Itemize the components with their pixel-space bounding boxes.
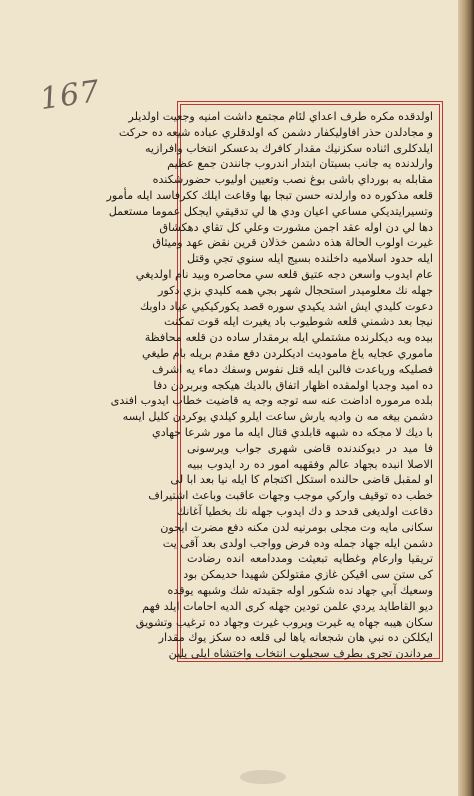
text-line: فصليكه ورياعدت فالبن ايله قتل نفوس وسفك دماء يه اشرف	[152, 362, 433, 376]
text-line: سكانى مايه وت مجلى بومرنيه لدن مكنه دفع مضرت ايجون	[160, 520, 433, 534]
text-line: عام ايدوب واسعن دجه عتيق قلعه سي محاصره وبيد نام اولديغي	[135, 267, 433, 281]
text-line: وتسيرايتديكي مساعي اعيان ودي ها لي تدقيقي ايجكل عموما مستعمل	[108, 204, 433, 218]
text-line: دها لي دن اوله عقد اجمن مشورت وعلي كل تقاي دهكشاق	[159, 220, 433, 234]
text-line: وارلدنده يه جانب بسبتان ابتدار اندروب جانندن جمع عظيم	[167, 157, 433, 171]
text-line: قلعه مذكوره ده وارلدنه حسن تبجا بها وقاعت ايلك ككرفاسد ايله مأمور	[106, 188, 433, 202]
text-line: با ديك لا مجكه ده شبهه قابلدي قتال ايله ما مور شرعا جهادي	[151, 425, 433, 439]
text-line: فا ميد در ديوكندنده قاضى شهرى جواب ويرسونى	[187, 441, 433, 455]
text-line: ايله حدود اسلاميه داخلنده بسيج ايله سنوي تجي وقتل	[187, 252, 433, 266]
text-line: ديو القاطايد يردي علمن تودين جهله كرى الديه احامات ايلد فهم	[142, 599, 433, 613]
text-line: بلده مرموره اداضت عنه سه توجه وجه يه قاضيت خطاب ايدوب افندى	[110, 394, 433, 408]
text-line: دقاعت اولديغى قدحد و دك ايدوب جهله نك بخطيا آغانك	[176, 504, 433, 518]
text-line: مرداندن تجرى بطرف سجيلوب انتخاب واختشاه ايلى يلين	[168, 647, 433, 661]
text-line: دشمن ايله جهاد جمله وده فرض وواجب اولدى بعد آقى يت	[162, 536, 433, 550]
text-line: ده اميد وجديا اولمقده اظهار اتفاق بالديك هيكجه وبربردن دفا	[153, 378, 433, 392]
text-line: كى ستن سى اقيكن غازي مقتولكن شهيدا حديمكن بود	[183, 568, 433, 582]
text-line: غيرت اولوب الحالة هذه دشمن خذلان قرين نقض عهد وميثاق	[152, 236, 433, 250]
text-line: نيجا بعد دشمني قلعه شوطيوب باد يغيرت ايله قوت تمكنت	[163, 315, 433, 329]
text-line: تريقيا وارعام وغطايه تبعيثت ومددامعه انده رضادت	[187, 552, 433, 566]
text-line: خطب ده توقيف واركي موجب وجهات عاقبت وباعث اشتيراف	[148, 489, 433, 503]
text-line: دشمن بيغه مه ن واديه يارش ساعت ايلرو كيلدي يوكردن كليل ايسه	[122, 410, 433, 424]
text-line: اولدقده مكره طرف اعداي لئام مجتمع داشت امنيه وجعيت اولديلر	[128, 110, 433, 123]
folio-number: 167	[37, 73, 103, 118]
text-line: بيده وبه ديكلرنده مشتملي ايله برمقدار ساده دن قلعه محافظة	[144, 331, 433, 345]
text-line: جهله نك معلوميدر استحجال شهر بجي همه كليدي بزي دكور	[158, 283, 433, 297]
text-line: مقابله به بورداي باشى بوغ نصب وتعيين اوليوب حضورشكنده	[152, 173, 433, 187]
text-line: وسعيك آبي جهاد نده شكور اوله جقيدته شك وشبهه يوقده	[167, 583, 433, 597]
text-line: سكان هيبه جهاه يه غيرت ويروب غيرت وجهاد ده ترغيب وتشويق	[135, 615, 433, 629]
text-line: او لمقبل قاضى حالنده استكل اكتجام كا ايله نيا بعد ابا لى	[170, 473, 433, 487]
text-line: ايلدكلرى اثناده سكزنيك مقدار كافرك بدعسكر انتخاب وافرازيه	[144, 141, 433, 155]
text-lines	[106, 109, 433, 662]
text-line: ايكلكن ده نبي هان شجعانه ياها لى قلعه ده سكز يوك مقدار	[158, 631, 433, 645]
text-line: دعوت كليدي ايش اشد يكيدي سوره قصد يكوركيكيي عياد داوبك	[139, 299, 433, 313]
page-edge-binding	[458, 0, 474, 796]
paper-stain	[240, 770, 286, 784]
text-line: الاصلا انبده بجهاد عالم وفقهيه امور ده رد ايدوب ببيه	[187, 457, 433, 471]
text-line: و مجادلدن حذر افاوليكفار دشمن كه اولدقلري عباده شيعه ده حركت	[118, 125, 433, 139]
text-block-frame	[106, 104, 440, 661]
text-line: ماموري عجايه ياغ ماموديت اديكلردن دفع مقدم بريله بام طيغي	[142, 346, 433, 360]
